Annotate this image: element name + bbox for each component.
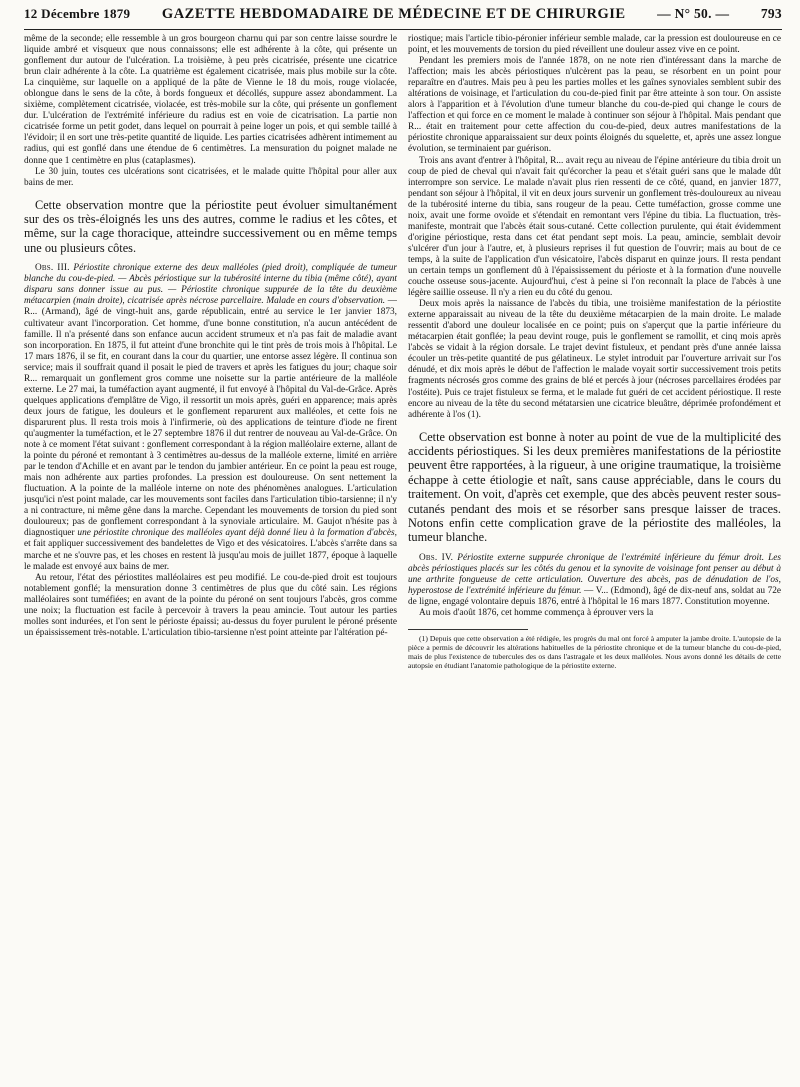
journal-title: GAZETTE HEBDOMADAIRE DE MÉDECINE ET DE CHIRURGIE <box>161 6 626 22</box>
text-columns <box>24 34 782 1074</box>
footnote: (1) Depuis que cette observation a été rédigée, les progrès du mal ont forcé à amputer la jambe droite. L'autopsie de la pièce a permis de découvrir les altérations habituelles de la périostite chronique et de la tumeur blanche du cou-de-pied, mais de plus l'existence de tubercules des os dans l'astragale et les deux malléoles. Nous avons donné les détails de cette autopsie en étudiant l'anatomie pathologique de la périostite externe. <box>408 634 781 671</box>
observation-emphasis: une périostite chronique des malléoles ayant déjà donné lieu à la formation d'abcès, <box>77 528 397 539</box>
paragraph: Le 30 juin, toutes ces ulcérations sont cicatrisées, et le malade quitte l'hôpital pour aller aux bains de mer. <box>24 166 397 188</box>
observation-heading <box>408 553 781 608</box>
header-date: 12 Décembre 1879 <box>24 6 131 21</box>
observation-heading <box>24 263 397 572</box>
footnote-divider <box>408 629 528 630</box>
paragraph: même de la seconde; elle ressemble à un gros bourgeon charnu qui par son centre laisse sourdre le liquide ambré et visqueux que nous connaissons; elle est adhérente à la côte, qui présente un gonflement dur autour de l'ulcération. La troisième, à peu près cicatrisée, présente une cicatrice brun clair adhérente à la côte. La quatrième est également cicatrisée, mais plus mobile sur la côte. La cinquième, sur laquelle on a appliqué de la pâte de Vienne le 18 du mois, rouge violacée, oblongue dans le sens de la côte, à bords fongueux et décollés, suppure assez abondamment. La sixième, complètement cicatrisée, violacée, est très-mobile sur la côte, qui présente un gonflement dur. L'ulcération de l'extrémité inférieure du radius est en voie de cicatrisation. La partie non cicatrisée forme un petit godet, dans lequel on pourrait à peine loger un pois, et qui semble taillé à l'évidoir; il en sort une très-petite quantité de liquide. Les parties cicatrisées adhèrent intimement au radius, qui est gonflé dans une étendue de 6 centimètres. La mensuration du poignet malade ne donne que 1 centimètre en plus (cataplasmes). <box>24 34 397 166</box>
observation-text: — R... (Armand), âgé de vingt-huit ans, garde républicain, entré au service le 1er janvier 1873, cultivateur avant l'incorporation. Cet homme, d'une bonne constitution, n'a aucun antécédent de famille. Il n'a présenté dans son enfance aucun accident strumeux et n'a pas fait de maladie avant son incorporation. En 1875, il fut atteint d'une bronchite qui le tint près de trois mois à l'hôpital. Le 17 mars 1876, il se fit, en courant dans la cour du quartier, une entorse assez légère. Il continua son service; mais il souffrait quand il posait le pied de travers et après les fatigues du jour; chaque soir R... remarquait un gonflement gros comme une noisette sur la partie antérieure de la malléole externe. Le 27 mai, la tuméfaction ayant augmenté, il fut envoyé à l'hôpital du Val-de-Grâce. Après quelques applications d'emplâtre de Vigo, il ressortit un mois après, guéri en apparence; mais après deux jours de fatigue, les douleurs et le gonflement reparurent aux malléoles, et cette fois ne disparurent plus. Il resta trois mois à l'infirmerie, où des applications de teinture d'iode ne firent qu'augmenter la tuméfaction, et le 27 septembre 1876 il dut rentrer de nouveau au Val-de-Grâce. On note à ce moment l'état suivant : gonflement correspondant à la région malléolaire externe, allant de la pointe du péroné et remontant à 3 centimètres au-dessus de la malléole externe, limité en arrière par le tendon d'Achille et en avant par le tendon du jambier antérieur. En ce point la peau est rouge, mais non adhérente aux parties profondes. La pression est douloureuse. On sent nettement la fluctuation. A la pointe de la malléole interne on note des phénomènes analogues. L'articulation jusqu'ici n'est point malade, car les mouvements sont faciles dans l'articulation tibio-tarsienne; il n'y a ni contracture, ni même gêne dans la marche. Cependant les mouvements de torsion du pied sont douloureux; pas de gonflement correspondant à la synoviale articulaire. M. Gaujot n'hésite pas à diagnostiquer <box>24 296 397 539</box>
paragraph: riostique; mais l'article tibio-péronier inférieur semble malade, car la pression est douloureuse en ce point, et les mouvements de torsion du pied réveillent une douleur assez vive en ce point. <box>408 34 781 56</box>
paragraph: Deux mois après la naissance de l'abcès du tibia, une troisième manifestation de la périostite externe apparaissait au niveau de la tête du deuxième métacarpien de la main droite. Le malade ressentit d'abord une douleur localisée en ce point; puis on s'aperçut que la partie inférieure du métacarpien était gonflée; la peau devint rouge, puis le gonflement se ramollit, et cinq mois après l'abcès se vidait à la région dorsale. Le trajet devint fistuleux, et pendant près d'une année laissa écouler un très-petite quantité de pus gélatineux. Le stylet introduit par l'ouverture arrivait sur l'os dénudé, et dix mois après le début de l'affection le malade voyait sortir successivement trois petits fragments nécrosés gros comme des grains de blé et percés à jour (nécroses parcellaires érodées par l'ostéite). Puis ce trajet fistuleux se ferma, et le malade fut guéri de cet accident périostique. Il reste encore au niveau de la tête du second métatarsien une cicatrice bleuâtre, déprimée profondément et adhérente à l'os (1). <box>408 299 781 420</box>
right-column <box>408 34 781 1074</box>
observation-label: Obs. III. <box>35 263 70 274</box>
paragraph: Pendant les premiers mois de l'année 1878, on ne note rien d'intéressant dans la marche de l'affection; mais les abcès périostiques n'ulcèrent pas la peau, se résorbent en un point pour reparaître en d'autres. Mais peu à peu les parties molles et les gaînes synoviales semblent subir des altérations de voisinage, et l'articulation du cou-de-pied finit par être atteinte à son tour. On assiste alors à l'apparition et à l'évolution d'une tumeur blanche du cou-de-pied qui change le cours de l'affection et qui force en ce moment le malade à continuer son séjour à l'hôpital. Mais pendant que R... était en traitement pour cette affection du cou-de-pied, deux autres manifestations de la périostite chronique apparaissaient sur deux points éloignés du squelette, et, après une assez longue évolution, se terminaient par guérison. <box>408 56 781 155</box>
paragraph: Trois ans avant d'entrer à l'hôpital, R... avait reçu au niveau de l'épine antérieure du tibia droit un coup de pied de cheval qui n'avait fait qu'écorcher la peau et s'était guéri sans que le malade dût interrompre son service. Le malade n'avait plus rien ressenti de ce côté, quand, en janvier 1877, pendant son séjour à l'hôpital, il vit en deux jours survenir un gonflement très-douloureux au niveau de la tubérosité interne du tibia, sans rougeur de la peau. Cette tuméfaction, grosse comme une noix, avait une forme ovoïde et s'étendait en remontant vers l'épine du tibia. La fluctuation, très-manifeste, montrait que l'abcès était sous-cutané. Cette collection purulente, qui était évidemment d'origine périostique, resta dans cet état pendant sept mois. La peau, amincie, semblait devoir s'ulcérer d'un jour à l'autre, et, à plusieurs reprises il fut question de l'ouvrir; mais au bout de ce temps, à la suite de l'application d'un vésicatoire, l'abcès disparut en quinze jours. Il resta pendant un certain temps un gonflement dû à l'épaississement du périoste et à la formation d'une nouvelle couche osseuse sous-jacente. Aujourd'hui, c'est à peine si l'on reconnaît la place de l'abcès à une légère saillie osseuse. Il n'y a rien eu du côté du genou. <box>408 155 781 299</box>
observation-text: — V... (Edmond), âgé de dix-neuf ans, soldat au 72e de ligne, engagé volontaire depuis 1876, entré à l'hôpital le 16 mars 1877. Constitution moyenne. <box>408 586 781 608</box>
observation-summary: Cette observation est bonne à noter au point de vue de la multiplicité des accidents périostiques. Si les deux premières manifestations de la périostite peuvent être rapportées, à la rigueur, à une origine traumatique, la troisième échappe à cette étiologie et naît, sans cause appréciable, dans le cours du traitement. On voit, d'après cet exemple, que des abcès peuvent rester sous-cutanés pendant des mois et se résorber sans presque laisser de traces. Notons enfin cette complication grave de la périostite des malléoles, la tumeur blanche. <box>408 429 781 545</box>
paragraph: Au mois d'août 1876, cet homme commença à éprouver vers la <box>419 608 654 619</box>
observation-title: Périostite externe suppurée chronique de l'extrémité inférieure du fémur droit. Les abcès périostiques placés sur les côtés du genou et la synovite de voisinage font penser au début à une arthrite fongueuse de cette articulation. Ouverture des abcès, pas de dénudation de l'os, hyperostose de l'extrémité inférieure du fémur. <box>408 552 781 597</box>
page-number: 793 <box>760 6 782 21</box>
issue-number: — N° 50. — <box>657 6 730 21</box>
observation-title: Périostite chronique externe des deux malléoles (pied droit), compliquée de tumeur blanche du cou-de-pied. — Abcès périostique sur la tubérosité interne du tibia (même côté), ayant disparu sans donner issue au pus. — Périostite chronique suppurée de la tête du deuxième métacarpien (main droite), cicatrisée après nécrose parcellaire. Malade en cours d'observation. <box>24 263 397 307</box>
observation-summary: Cette observation montre que la périostite peut évoluer simultanément sur des os très-éloignés les uns des autres, comme le radius et les côtes, et même, sur la cage thoracique, atteindre successivement ou en même temps une ou plusieurs côtes. <box>24 197 397 255</box>
running-header <box>24 6 782 30</box>
left-column <box>24 34 397 1074</box>
observation-label: Obs. IV. <box>419 552 454 563</box>
paragraph: Au retour, l'état des périostites malléolaires est peu modifié. Le cou-de-pied droit est toujours notablement gonflé; la mensuration donne 3 centimètres de plus que du côté sain. Les régions malléolaires sont tuméfiées; en avant de la pointe du péroné on sent toujours l'abcès, gros comme une noix; la fluctuation est facile à percevoir à travers la peau amincie. Tout autour les parties molles sont indurées, et l'on sent le périoste épaissi; au-dessus du foyer purulent le péroné présente un épaississement très-notable. L'articulation tibio-tarsienne n'est point atteinte par l'altération pé- <box>24 572 397 638</box>
observation-text: et fait appliquer successivement des bandelettes de Vigo et des vésicatoires. L'abcès s'arrête dans sa marche et ne s'ouvre pas, et les choses en restent là jusqu'au mois de juillet 1877, époque à laquelle le malade est envoyé aux bains de mer. <box>24 539 397 572</box>
